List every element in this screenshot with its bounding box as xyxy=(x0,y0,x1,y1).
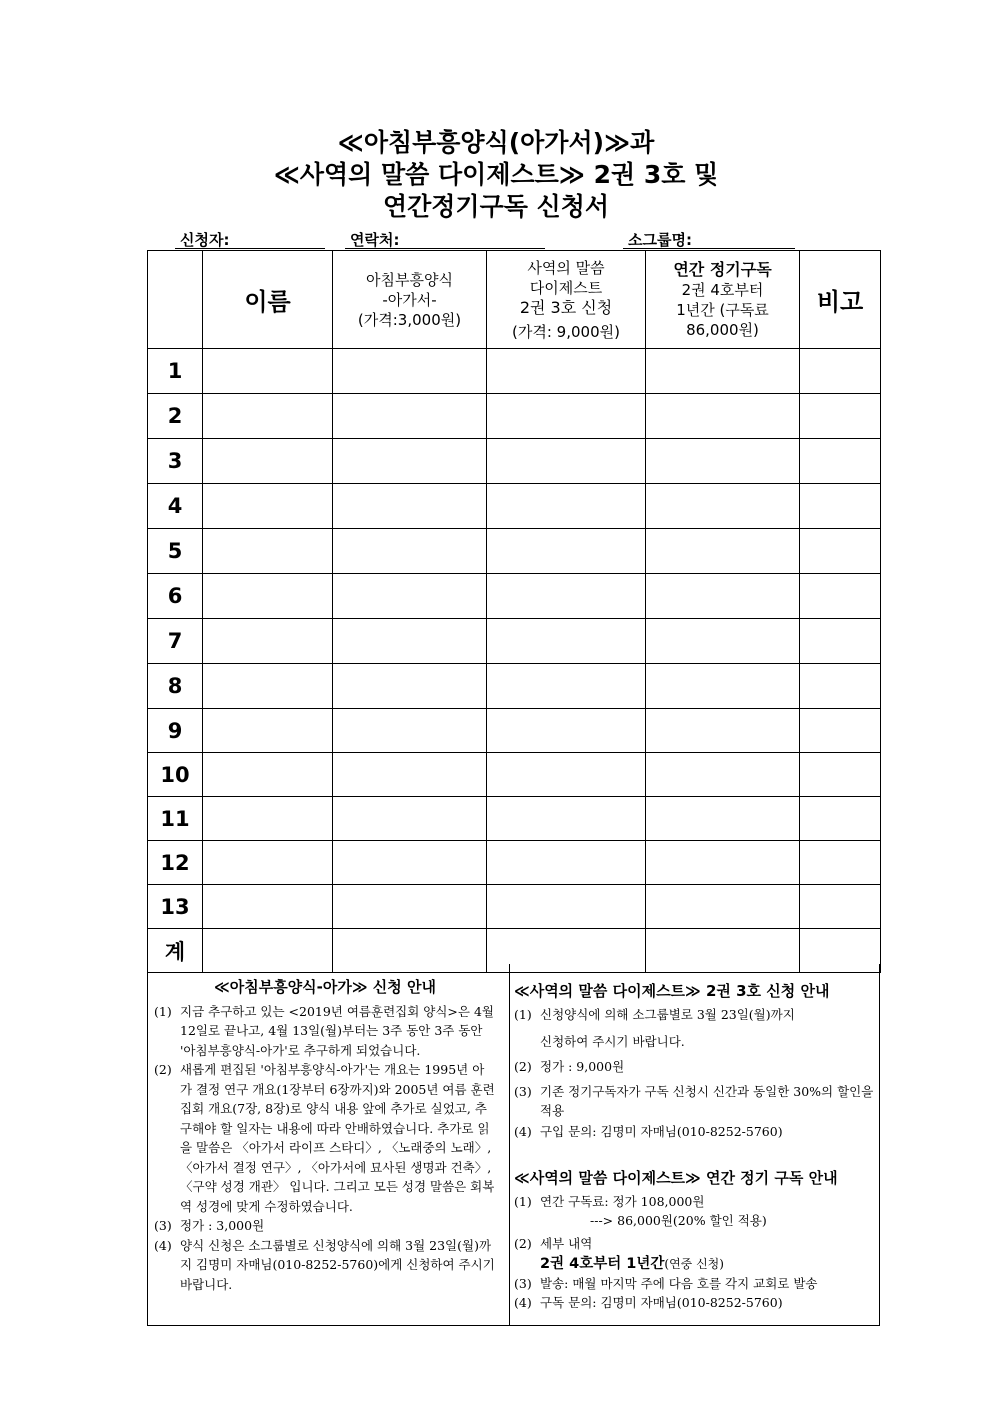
notice-item-text-cont: ---> 86,000원(20% 할인 적용) xyxy=(590,1213,767,1228)
subscription-cell[interactable] xyxy=(646,619,800,664)
row-number: 10 xyxy=(148,753,203,797)
notes-right-column xyxy=(514,982,876,1312)
morning-revival-notice-title: ≪아침부흥양식-아가≫ 신청 안내 xyxy=(214,978,436,996)
morning-revival-cell[interactable] xyxy=(333,797,487,841)
notice-item-number: (2) xyxy=(514,1059,532,1074)
header-morning-revival-line2: -아가서- xyxy=(382,290,437,309)
table-row xyxy=(148,394,881,439)
digest-cell[interactable] xyxy=(487,529,646,574)
subscription-notice-item xyxy=(514,1234,876,1274)
table-header-row xyxy=(148,251,881,349)
name-cell[interactable] xyxy=(203,349,333,394)
name-cell[interactable] xyxy=(203,885,333,929)
header-subscription-line1: 연간 정기구독 xyxy=(673,259,772,279)
name-cell[interactable] xyxy=(203,484,333,529)
table-row xyxy=(148,574,881,619)
notice-item-number: (4) xyxy=(154,1237,172,1253)
applicant-field[interactable] xyxy=(175,248,325,249)
notice-item-text: 정가 : 9,000원 xyxy=(540,1059,625,1074)
digest-cell[interactable] xyxy=(487,349,646,394)
remarks-cell[interactable] xyxy=(800,664,881,709)
notice-item-number: (4) xyxy=(514,1295,532,1310)
notice-item-text-cont: 신청하여 주시기 바랍니다. xyxy=(540,1034,685,1049)
digest-notice-title: ≪사역의 말씀 다이제스트≫ 2권 3호 신청 안내 xyxy=(514,982,830,1000)
table-row xyxy=(148,885,881,929)
form-title-line3: 연간정기구독 신청서 xyxy=(382,192,610,221)
group-label: 소그룹명: xyxy=(628,231,692,249)
remarks-cell[interactable] xyxy=(800,349,881,394)
notice-item xyxy=(154,1236,496,1295)
morning-revival-cell[interactable] xyxy=(333,349,487,394)
subscription-notice-item xyxy=(514,1274,876,1293)
row-number: 계 xyxy=(148,929,203,973)
morning-revival-cell[interactable] xyxy=(333,709,487,753)
header-digest-line3: 2권 3호 신청 xyxy=(519,297,613,317)
table-row xyxy=(148,797,881,841)
notice-item-text: 구독 문의: 김명미 자매님(010-8252-5760) xyxy=(540,1295,783,1310)
form-title-line2: ≪사역의 말씀 다이제스트≫ 2권 3호 및 xyxy=(273,160,719,189)
applicant-label: 신청자: xyxy=(180,231,230,249)
contact-label: 연락처: xyxy=(350,231,400,249)
remarks-cell[interactable] xyxy=(800,484,881,529)
form-title-line1: ≪아침부흥양식(아가서)≫과 xyxy=(337,128,655,157)
morning-revival-cell[interactable] xyxy=(333,394,487,439)
row-number: 5 xyxy=(148,529,203,574)
remarks-cell[interactable] xyxy=(800,394,881,439)
name-cell[interactable] xyxy=(203,529,333,574)
digest-cell[interactable] xyxy=(487,709,646,753)
digest-notice-item xyxy=(514,1057,876,1076)
header-morning-revival-line3: (가격:3,000원) xyxy=(357,310,462,329)
notice-item-number: (2) xyxy=(154,1062,172,1077)
header-subscription-line2: 2권 4호부터 xyxy=(681,280,764,299)
row-number: 11 xyxy=(148,797,203,841)
row-number: 9 xyxy=(148,709,203,753)
notice-item-text: 세부 내역 xyxy=(540,1236,593,1251)
notice-item-text: 새롭게 편집된 '아침부흥양식-아가'는 개요는 1995년 아가 결정 연구 개요(1장부터 6장까지)와 2005년 여름 훈련 집회 개요(7장, 8장)로 양식 내용 앞에 추가로 실었고, 추구해야 할 일자는 내용에 따라 안배하였습니다. 추가로 읽을 말씀은 〈아가서 라이프 스타디〉, 〈노래중의 노래〉, 〈아가서 결정 연구〉, 〈아가서에 묘사된 생명과 건축〉, 〈구약 성경 개관〉 입니다. 그리고 모든 성경 말씀은 회복역 성경에 맞게 수정하였습니다. xyxy=(180,1062,495,1214)
header-subscription-line3: 1년간 (구독료 xyxy=(676,300,769,319)
subscription-cell[interactable] xyxy=(646,797,800,841)
notice-item-text: 연간 구독료: 정가 108,000원 xyxy=(540,1194,705,1209)
digest-notice-item xyxy=(514,1005,876,1051)
table-row xyxy=(148,664,881,709)
row-number: 13 xyxy=(148,885,203,929)
contact-field[interactable] xyxy=(345,248,545,249)
morning-revival-cell[interactable] xyxy=(333,885,487,929)
subscription-notice-item xyxy=(514,1293,876,1312)
table-row xyxy=(148,753,881,797)
header-name: 이름 xyxy=(203,251,333,349)
notice-item-text: 정가 : 3,000원 xyxy=(180,1218,265,1233)
digest-cell[interactable] xyxy=(487,619,646,664)
notice-item xyxy=(154,1060,496,1216)
name-cell[interactable] xyxy=(203,753,333,797)
subscription-cell[interactable] xyxy=(646,664,800,709)
notice-item-number: (2) xyxy=(514,1236,532,1251)
subscription-cell[interactable] xyxy=(646,439,800,484)
remarks-cell[interactable] xyxy=(800,574,881,619)
subscription-cell[interactable] xyxy=(646,753,800,797)
table-row xyxy=(148,484,881,529)
digest-cell[interactable] xyxy=(487,753,646,797)
subscription-cell[interactable] xyxy=(646,709,800,753)
subscription-cell[interactable] xyxy=(646,349,800,394)
notice-item-number: (3) xyxy=(514,1276,532,1291)
subscription-notice-item xyxy=(514,1192,876,1230)
remarks-cell[interactable] xyxy=(800,619,881,664)
name-cell[interactable] xyxy=(203,439,333,484)
notice-item-number: (1) xyxy=(154,1003,172,1019)
row-number: 12 xyxy=(148,841,203,885)
remarks-cell[interactable] xyxy=(800,439,881,484)
morning-revival-cell[interactable] xyxy=(333,529,487,574)
subscription-cell[interactable] xyxy=(646,394,800,439)
name-cell[interactable] xyxy=(203,797,333,841)
morning-revival-cell[interactable] xyxy=(333,439,487,484)
application-table xyxy=(147,250,881,973)
digest-cell[interactable] xyxy=(487,484,646,529)
remarks-cell[interactable] xyxy=(800,529,881,574)
subscription-cell[interactable] xyxy=(646,841,800,885)
notice-item-text: 지금 추구하고 있는 <2019년 여름훈련집회 양식>은 4월 12일로 끝나고, 4월 13일(월)부터는 3주 동안 3주 동안 '아침부흥양식-아가'로 추구하게 되었습니다. xyxy=(180,1003,494,1058)
morning-revival-cell[interactable] xyxy=(333,484,487,529)
notes-box xyxy=(147,964,880,1326)
header-remarks: 비고 xyxy=(800,251,881,349)
morning-revival-cell[interactable] xyxy=(333,619,487,664)
digest-cell[interactable] xyxy=(487,885,646,929)
remarks-cell[interactable] xyxy=(800,797,881,841)
table-row xyxy=(148,529,881,574)
name-cell[interactable] xyxy=(203,574,333,619)
notice-item-text: 발송: 매월 마지막 주에 다음 호를 각지 교회로 발송 xyxy=(540,1276,818,1291)
notice-item-highlight-text: 2권 4호부터 1년간 xyxy=(540,1256,665,1272)
name-cell[interactable] xyxy=(203,664,333,709)
notice-item-number: (3) xyxy=(154,1218,172,1233)
digest-cell[interactable] xyxy=(487,797,646,841)
digest-notice-item xyxy=(514,1082,876,1120)
notes-left-column xyxy=(154,978,496,1294)
table-row xyxy=(148,439,881,484)
table-row xyxy=(148,619,881,664)
remarks-cell[interactable] xyxy=(800,885,881,929)
row-number: 2 xyxy=(148,394,203,439)
digest-cell[interactable] xyxy=(487,439,646,484)
remarks-cell[interactable] xyxy=(800,753,881,797)
morning-revival-cell[interactable] xyxy=(333,574,487,619)
applicant-info-row xyxy=(175,229,875,251)
row-number: 3 xyxy=(148,439,203,484)
table-body xyxy=(148,349,881,973)
name-cell[interactable] xyxy=(203,394,333,439)
name-cell[interactable] xyxy=(203,709,333,753)
header-morning-revival-line1: 아침부흥양식 xyxy=(366,270,453,289)
notice-item-text: 기존 정기구독자가 구독 신청시 신간과 동일한 30%의 할인을 적용 xyxy=(540,1084,874,1118)
subscription-cell[interactable] xyxy=(646,484,800,529)
notice-item-number: (1) xyxy=(514,1194,532,1209)
table-row xyxy=(148,349,881,394)
row-number: 8 xyxy=(148,664,203,709)
subscription-cell[interactable] xyxy=(646,885,800,929)
row-number: 7 xyxy=(148,619,203,664)
name-cell[interactable] xyxy=(203,841,333,885)
morning-revival-cell[interactable] xyxy=(333,753,487,797)
header-digest-line4: (가격: 9,000원) xyxy=(512,322,620,341)
notice-item xyxy=(154,1002,496,1061)
header-corner xyxy=(148,251,203,349)
morning-revival-cell[interactable] xyxy=(333,664,487,709)
row-number: 4 xyxy=(148,484,203,529)
subscription-cell[interactable] xyxy=(646,574,800,619)
row-number: 1 xyxy=(148,349,203,394)
table-row xyxy=(148,709,881,753)
morning-revival-cell[interactable] xyxy=(333,841,487,885)
header-digest xyxy=(487,251,646,349)
notice-item-highlight-note: (연중 신청) xyxy=(664,1257,724,1271)
header-digest-line1: 사역의 말씀 xyxy=(527,258,605,277)
remarks-cell[interactable] xyxy=(800,709,881,753)
digest-cell[interactable] xyxy=(487,841,646,885)
header-morning-revival xyxy=(333,251,487,349)
digest-cell[interactable] xyxy=(487,574,646,619)
digest-cell[interactable] xyxy=(487,394,646,439)
notes-divider xyxy=(509,964,510,1325)
header-subscription xyxy=(646,251,800,349)
notice-item-number: (4) xyxy=(514,1124,532,1139)
notice-item-text: 신청양식에 의해 소그룹별로 3월 23일(월)까지 xyxy=(540,1007,795,1022)
header-subscription-line4: 86,000원) xyxy=(686,320,759,339)
group-field[interactable] xyxy=(623,248,795,249)
remarks-cell[interactable] xyxy=(800,841,881,885)
name-cell[interactable] xyxy=(203,619,333,664)
digest-notice-item xyxy=(514,1122,876,1141)
notice-item-number: (1) xyxy=(514,1007,532,1022)
table-row xyxy=(148,841,881,885)
row-number: 6 xyxy=(148,574,203,619)
subscription-notice-title: ≪사역의 말씀 다이제스트≫ 연간 정기 구독 안내 xyxy=(514,1169,838,1187)
subscription-cell[interactable] xyxy=(646,529,800,574)
notice-item-number: (3) xyxy=(514,1084,532,1099)
notice-item-text: 양식 신청은 소그룹별로 신청양식에 의해 3월 23일(월)까지 김명미 자매님(010-8252-5760)에게 신청하여 주시기 바랍니다. xyxy=(180,1237,495,1292)
notice-item-highlight xyxy=(540,1255,876,1274)
digest-cell[interactable] xyxy=(487,664,646,709)
header-digest-line2: 다이제스트 xyxy=(529,278,603,297)
notice-item xyxy=(154,1216,496,1236)
notice-item-text: 구입 문의: 김명미 자매님(010-8252-5760) xyxy=(540,1124,783,1139)
